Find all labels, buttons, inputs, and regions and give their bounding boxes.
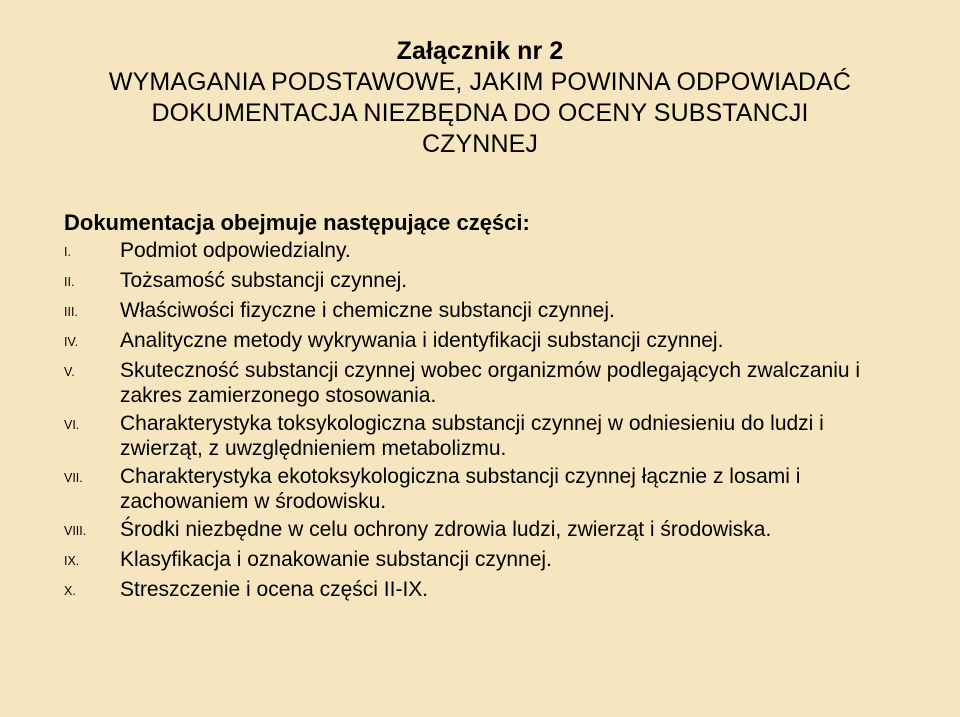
- list-item: [64, 358, 944, 408]
- list-item-text: Właściwości fizyczne i chemiczne substancji czynnej.: [120, 299, 615, 322]
- list-item-text: Tożsamość substancji czynnej.: [120, 269, 408, 292]
- requirements-title-line-2: DOKUMENTACJA NIEZBĘDNA DO OCENY SUBSTANCJI: [151, 99, 809, 127]
- list-item: [64, 577, 944, 604]
- list-item: [64, 298, 944, 325]
- list-numeral: X.: [64, 584, 76, 598]
- parts-list: [64, 238, 944, 607]
- list-numeral: VI.: [64, 418, 80, 432]
- list-item: [64, 547, 944, 574]
- list-item: [64, 517, 944, 544]
- list-numeral: V.: [64, 365, 75, 379]
- list-item: [64, 464, 944, 514]
- list-numeral: I.: [64, 245, 71, 259]
- list-item-text: Streszczenie i ocena części II-IX.: [120, 578, 429, 601]
- list-item-text: Środki niezbędne w celu ochrony zdrowia ludzi, zwierząt i środowiska.: [120, 518, 772, 541]
- intro-heading: Dokumentacja obejmuje następujące części:: [64, 210, 530, 235]
- list-numeral: VIII.: [64, 524, 87, 538]
- list-item-text: Klasyfikacja i oznakowanie substancji czynnej.: [120, 548, 552, 571]
- list-item-text: Podmiot odpowiedzialny.: [120, 239, 351, 262]
- list-numeral: IV.: [64, 335, 79, 349]
- list-numeral: VII.: [64, 471, 83, 485]
- list-item: [64, 268, 944, 295]
- list-item-text: Charakterystyka toksykologiczna substancji czynnej w odniesieniu do ludzi i zwierząt, z uwzględnieniem metabolizmu.: [120, 412, 824, 460]
- list-numeral: III.: [64, 305, 78, 319]
- title-block: [0, 36, 960, 160]
- list-item: [64, 411, 944, 461]
- list-numeral: IX.: [64, 554, 80, 568]
- list-item-text: Skuteczność substancji czynnej wobec organizmów podlegających zwalczaniu i zakres zamierzonego stosowania.: [120, 359, 861, 407]
- list-numeral: II.: [64, 275, 75, 289]
- requirements-title-line-3: CZYNNEJ: [422, 130, 538, 158]
- list-item: [64, 238, 944, 265]
- list-item-text: Analityczne metody wykrywania i identyfikacji substancji czynnej.: [120, 329, 724, 352]
- annex-title: Załącznik nr 2: [396, 37, 564, 65]
- list-item-text: Charakterystyka ekotoksykologiczna substancji czynnej łącznie z losami i zachowaniem w środowisku.: [120, 465, 801, 513]
- requirements-title-line-1: WYMAGANIA PODSTAWOWE, JAKIM POWINNA ODPOWIADAĆ: [108, 68, 852, 96]
- list-item: [64, 328, 944, 355]
